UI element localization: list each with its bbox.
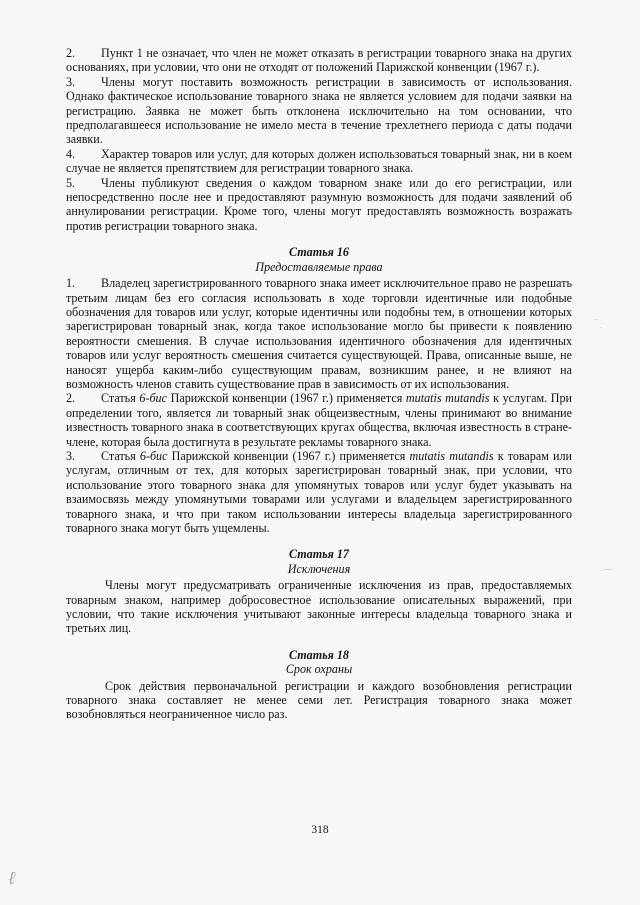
paragraph-number: 2.	[66, 391, 76, 406]
document-body	[66, 46, 572, 722]
paragraph-3	[66, 75, 572, 147]
article-16-paragraph-1	[66, 276, 572, 391]
article-16-paragraph-2	[66, 391, 572, 449]
paragraph-text: Владелец зарегистрированного товарного знака имеет исключительное право не разрешать третьим лицам без его согласия использовать в ходе торговли идентичные или подобные обозначения для товаров или услуг, которые идентичны или подобны тем, в отношении которых зарегистрирован товарный знак, когда такое использование могло бы привести к появлению вероятности смешения. В случае использования идентичного обозначения для идентичных товаров или услуг вероятность смешения считается существующей. Права, описанные выше, не наносят ущерба каким-либо существующим правам, возникшим ранее, и не влияют на возможность членов ставить существование прав в зависимость от их использования.	[66, 276, 572, 391]
text-run: к услугам. При определении того, является ли товарный знак общеизвестным, члены принимают во внимание известность товарного знака в соответствующих кругах общества, включая известность в стране-члене, которая была достигнута в результате рекламы товарного знака.	[66, 391, 573, 449]
article-16-title: Статья 16	[289, 245, 349, 260]
page-number: 318	[311, 824, 329, 836]
text-run: Статья	[101, 391, 140, 406]
paragraph-text: Пункт 1 не означает, что член не может отказать в регистрации товарного знака на других основаниях, при условии, что они не отходят от положений Парижской конвенции (1967 г.).	[66, 46, 572, 75]
article-17-subtitle: Исключения	[287, 561, 351, 576]
italic-term: 6-бис	[139, 448, 168, 463]
article-17-title: Статья 17	[289, 547, 349, 562]
article-16-paragraph-3	[66, 449, 572, 535]
text-run: к товарам или услугам, отличным от тех, для которых зарегистрирован товарный знак, при условии, что использование этого товарного знака для упомянутых товаров или услуг будет указывать на взаимосвязь между упомянутыми товарами или услугами и владельцем зарегистрированного товарного знака, и что при таком использовании интересы владельца зарегистрированного товарного знака могут быть ущемлены.	[66, 448, 572, 535]
paragraph-number: 3.	[66, 448, 76, 463]
article-16-subtitle: Предоставляемые права	[255, 259, 383, 274]
text-run: Статья	[101, 448, 140, 463]
scan-mark: ⌒	[603, 570, 613, 581]
italic-term: mutatis mutandis	[409, 448, 494, 463]
paragraph-text: Характер товаров или услуг, для которых должен использоваться товарный знак, ни в коем случае не является препятствием для регистрации товарного знака.	[66, 146, 572, 176]
pencil-mark: ℓ	[8, 868, 16, 888]
paragraph-number: 3.	[66, 74, 76, 89]
paragraph-text: Члены публикуют сведения о каждом товарном знаке или до его регистрации, или непосредственно после нее и предоставляют разумную возможность для подачи заявлений об аннулировании регистрации. Кроме того, члены могут предоставлять возможность возражать против регистрации товарного знака.	[66, 175, 572, 233]
article-17-text: Члены могут предусматривать ограниченные исключения из прав, предоставляемых товарным знаком, например добросовестное использование описательных выражений, при условии, что такие исключения учитывают законные интересы владельца товарного знака и третьих лиц.	[66, 578, 572, 636]
paragraph-2	[66, 46, 572, 75]
text-run: Парижской конвенции (1967 г.) применяется	[166, 391, 406, 406]
paragraph-5	[66, 176, 572, 234]
article-18-title: Статья 18	[289, 647, 349, 662]
article-18-subtitle: Срок охраны	[285, 662, 353, 677]
scan-mark: ˉ ˏ	[594, 318, 604, 329]
paragraph-4	[66, 147, 572, 176]
paragraph-text: Члены могут поставить возможность регистрации в зависимость от использования. Однако фактическое использование товарного знака не является условием для подачи заявки на регистрацию. Заявка не может быть отклонена исключительно на том основании, что предполагавшееся использование не имело места в течение трехлетнего периода с даты подачи заявки.	[66, 74, 572, 147]
paragraph-number: 5.	[66, 175, 76, 190]
text-run: Парижской конвенции (1967 г.) применяется	[167, 448, 410, 463]
paragraph-number: 1.	[66, 276, 76, 291]
italic-term: mutatis mutandis	[405, 391, 490, 406]
paragraph-number: 2.	[66, 46, 76, 60]
paragraph-number: 4.	[66, 146, 76, 161]
article-18-text: Срок действия первоначальной регистрации и каждого возобновления регистрации товарного знака составляет не менее семи лет. Регистрация товарного знака может возобновляться неограниченное число раз.	[66, 678, 572, 722]
italic-term: 6-бис	[139, 391, 167, 406]
